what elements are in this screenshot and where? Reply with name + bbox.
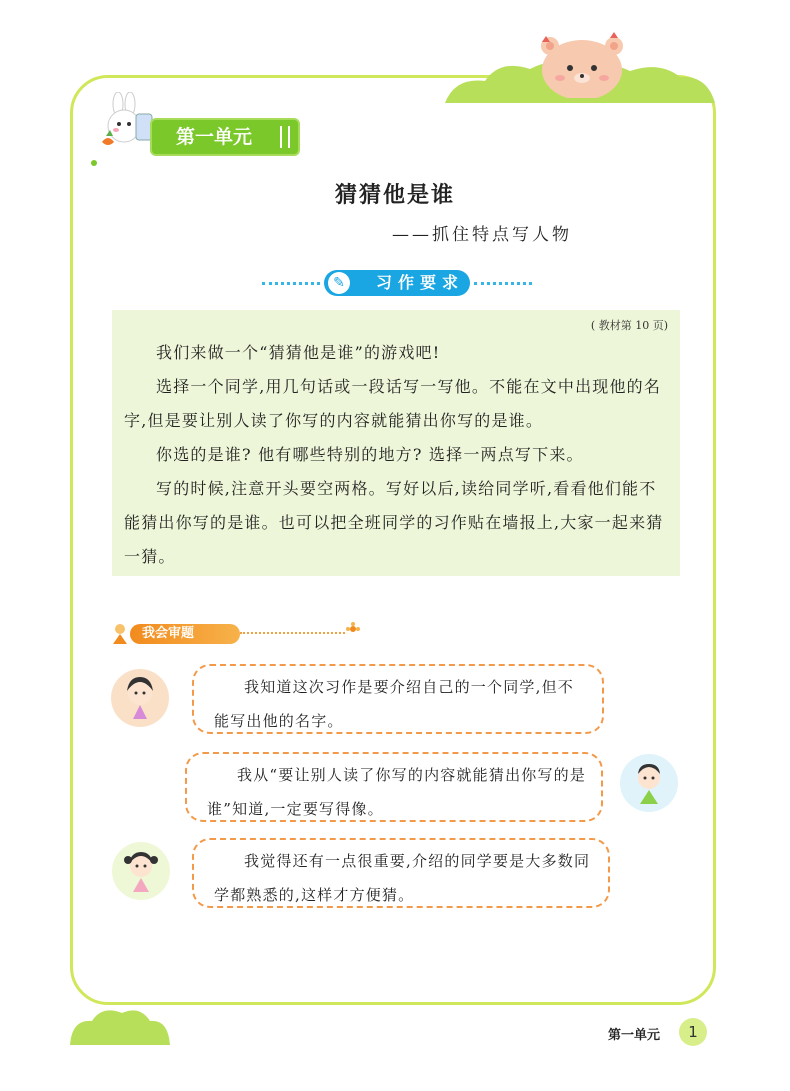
requirement-paragraph: 我们来做一个“猜猜他是谁”的游戏吧! bbox=[156, 343, 441, 362]
girl-face-icon bbox=[112, 842, 170, 900]
decorative-dot bbox=[91, 160, 97, 166]
girl-avatar-icon bbox=[111, 669, 169, 727]
source-reference: ( 教材第 10 页) bbox=[590, 319, 668, 332]
bubble-text: 我从“要让别人读了你写的内容就能猜出你写的是谁”知道,一定要写得像。 bbox=[207, 766, 587, 818]
girl-avatar-icon bbox=[112, 842, 170, 900]
review-pill: 我会审题 bbox=[130, 624, 240, 644]
girl-face-icon bbox=[111, 669, 169, 727]
pen-icon: ✎ bbox=[328, 272, 350, 294]
dotted-line-left bbox=[262, 282, 320, 285]
requirements-header bbox=[262, 270, 532, 296]
dotted-line-right bbox=[474, 282, 532, 285]
requirements-box bbox=[112, 310, 680, 576]
speech-bubble bbox=[185, 752, 603, 822]
speech-bubble bbox=[192, 838, 610, 908]
requirement-paragraph: 选择一个同学,用几句话或一段话写一写他。不能在文中出现他的名字,但是要让别人读了你写的内容就能猜出你写的是谁。 bbox=[124, 377, 662, 430]
footer-unit-label: 第一单元 bbox=[608, 1028, 661, 1043]
page-subtitle: ——抓住特点写人物 bbox=[392, 225, 572, 245]
bear-mascot-icon bbox=[532, 28, 632, 98]
boy-avatar-icon bbox=[620, 754, 678, 812]
child-figure-icon bbox=[108, 622, 132, 646]
flower-icon bbox=[346, 622, 360, 636]
boy-face-icon bbox=[620, 754, 678, 812]
unit-tab: 第一单元 bbox=[150, 118, 300, 156]
page-title: 猜猜他是谁 bbox=[334, 182, 455, 208]
review-header bbox=[108, 622, 378, 646]
green-cloud-decoration bbox=[70, 1005, 170, 1045]
requirement-paragraph: 你选的是谁? 他有哪些特别的地方? 选择一两点写下来。 bbox=[156, 445, 584, 464]
speech-bubble bbox=[192, 664, 604, 734]
bubble-text: 我知道这次习作是要介绍自己的一个同学,但不能写出他的名字。 bbox=[214, 678, 574, 730]
requirement-paragraph: 写的时候,注意开头要空两格。写好以后,读给同学听,看看他们能不能猜出你写的是谁。也可以把全班同学的习作贴在墙报上,大家一起来猜一猜。 bbox=[124, 479, 664, 566]
bubble-text: 我觉得还有一点很重要,介绍的同学要是大多数同学都熟悉的,这样才方便猜。 bbox=[214, 852, 591, 904]
dotted-trail bbox=[240, 632, 345, 634]
page-number: 1 bbox=[679, 1018, 707, 1046]
requirements-pill bbox=[324, 270, 470, 296]
requirements-heading: 习作要求 bbox=[375, 273, 464, 292]
